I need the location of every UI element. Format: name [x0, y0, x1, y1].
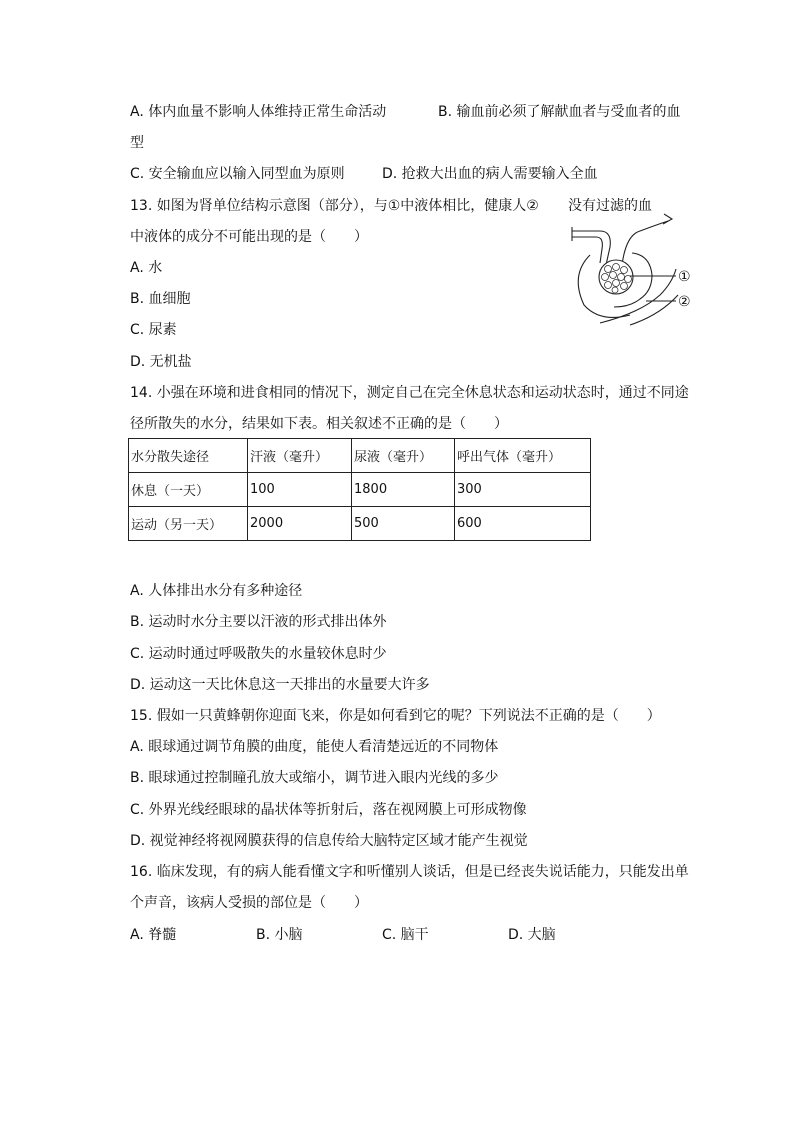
- q15-option-a: A. 眼球通过调节角膜的曲度，能使人看清楚远近的不同物体: [130, 739, 499, 755]
- q12-option-b: B. 输血前必须了解献血者与受血者的血: [438, 104, 681, 120]
- table-row: [129, 473, 591, 507]
- table-row: [129, 507, 591, 541]
- afferent-vessel: [572, 231, 610, 265]
- table-cell: 300: [455, 473, 591, 507]
- q13-option-b: B. 血细胞: [130, 291, 191, 307]
- nephron-diagram: [560, 195, 710, 330]
- table-header: 水分散失途径: [129, 439, 248, 473]
- q14-option-c: C. 运动时通过呼吸散失的水量较休息时少: [130, 646, 387, 662]
- table-cell: 600: [455, 507, 591, 541]
- q13-stem-line2: 中液体的成分不可能出现的是（ ）: [130, 229, 368, 245]
- q13-stem-line1: 13. 如图为肾单位结构示意图（部分），与①中液体相比，健康人②: [130, 198, 539, 214]
- q16-stem-line1: 16. 临床发现，有的病人能看懂文字和听懂别人谈话，但是已经丧失说话能力，只能发出单: [130, 864, 689, 880]
- q15-stem: 15. 假如一只黄蜂朝你迎面飞来，你是如何看到它的呢？下列说法不正确的是（ ）: [130, 708, 661, 724]
- table-cell: 运动（另一天）: [129, 507, 248, 541]
- q14-stem-line2: 径所散失的水分，结果如下表。相关叙述不正确的是（ ）: [130, 416, 508, 432]
- q14-option-b: B. 运动时水分主要以汗液的形式排出体外: [130, 614, 387, 630]
- label-1: ①: [678, 269, 691, 285]
- q16-option-d: D. 大脑: [508, 927, 556, 943]
- q12-option-d: D. 抢救大出血的病人需要输入全血: [382, 166, 598, 182]
- q13-option-d: D. 无机盐: [130, 354, 192, 370]
- q15-option-c: C. 外界光线经眼球的晶状体等折射后，落在视网膜上可形成物像: [130, 802, 527, 818]
- q15-option-d: D. 视觉神经将视网膜获得的信息传给大脑特定区域才能产生视觉: [130, 833, 528, 849]
- table-header: 汗液（毫升）: [248, 439, 352, 473]
- q14-option-a: A. 人体排出水分有多种途径: [130, 583, 303, 599]
- diagram-caption: 没有过滤的血: [568, 198, 652, 214]
- q12-option-a: A. 体内血量不影响人体维持正常生命活动: [130, 104, 387, 120]
- table-cell: 500: [352, 507, 455, 541]
- label-2: ②: [678, 294, 691, 310]
- q14-option-d: D. 运动这一天比休息这一天排出的水量要大许多: [130, 677, 430, 693]
- q13-option-a: A. 水: [130, 260, 163, 276]
- table-header: 尿液（毫升）: [352, 439, 455, 473]
- q12-option-b-continued: 型: [130, 135, 144, 151]
- table-cell: 休息（一天）: [129, 473, 248, 507]
- table-cell: 100: [248, 473, 352, 507]
- q16-option-a: A. 脊髓: [130, 927, 177, 943]
- q15-option-b: B. 眼球通过控制瞳孔放大或缩小，调节进入眼内光线的多少: [130, 770, 499, 786]
- q14-stem-line1: 14. 小强在环境和进食相同的情况下，测定自己在完全休息状态和运动状态时，通过不同途: [130, 385, 689, 401]
- q12-option-c: C. 安全输血应以输入同型血为原则: [130, 166, 345, 182]
- q13-option-c: C. 尿素: [130, 322, 177, 338]
- table-cell: 1800: [352, 473, 455, 507]
- table-header: 呼出气体（毫升）: [455, 439, 591, 473]
- q16-option-c: C. 脑干: [382, 927, 429, 943]
- table-header-row: [129, 439, 591, 473]
- q16-option-b: B. 小脑: [256, 927, 303, 943]
- q16-stem-line2: 个声音，该病人受损的部位是（ ）: [130, 895, 368, 911]
- water-loss-table: [128, 438, 591, 541]
- table-cell: 2000: [248, 507, 352, 541]
